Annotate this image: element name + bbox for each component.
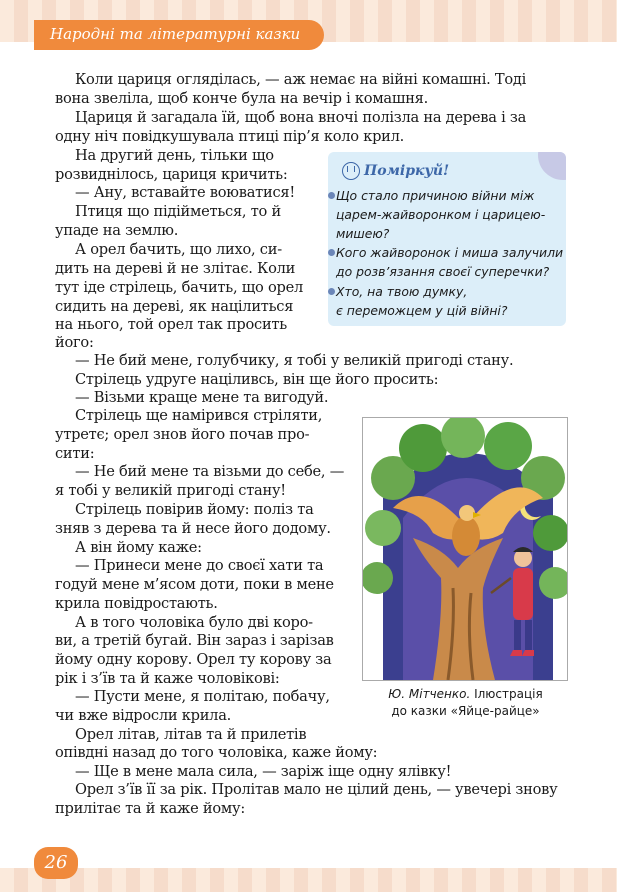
caption-line: до казки «Яйце-райце»	[391, 704, 540, 718]
eagle-tree-illustration	[363, 418, 567, 680]
think-box	[328, 152, 566, 326]
text-line: Коли цариця огляділась, — аж немає на війні комашні. Тоді	[75, 71, 527, 88]
think-box-title: Поміркуй!	[364, 163, 450, 179]
text-line: Стрілець ще намірився стріляти,	[75, 407, 323, 424]
question-line: є переможцем у цій війні?	[336, 303, 508, 318]
text-line: — Не бий мене, голубчику, я тобі у великій пригоді стану.	[75, 352, 514, 369]
text-line: опівдні назад до того чоловіка, каже йому:	[55, 744, 378, 761]
text-line: розвиднілось, цариця кричить:	[55, 166, 288, 183]
text-line: Орел з’їв її за рік. Пролітав мало не цілий день, — увечері знову	[75, 781, 558, 798]
text-line: А в того чоловіка було дві коро-	[75, 614, 313, 631]
text-line: вона звеліла, щоб конче була на вечір і комашня.	[55, 90, 429, 107]
question-line: до розв’язання своєї суперечки?	[336, 264, 550, 279]
text-line: йому одну корову. Орел ту корову за	[55, 651, 332, 668]
illustration-caption	[378, 686, 553, 720]
question-line: царем-жайворонком і царицею-	[336, 207, 546, 222]
text-line: я тобі у великій пригоді стану!	[55, 482, 286, 499]
text-line: сити:	[55, 445, 95, 462]
bullet-icon	[328, 288, 335, 295]
text-line: Орел літав, літав та й прилетів	[75, 726, 307, 743]
text-line: рік і з’їв та й каже чоловікові:	[55, 670, 280, 687]
illustration	[362, 417, 568, 681]
text-line: зняв з дерева та й несе його додому.	[55, 520, 331, 537]
question-line: Кого жайворонок і миша залучили	[336, 245, 564, 260]
corner-decoration	[538, 152, 566, 180]
question-line: Хто, на твою думку,	[336, 284, 468, 299]
text-line: — Принеси мене до своєї хати та	[75, 557, 324, 574]
text-line: на нього, той орел так просить	[55, 316, 287, 333]
text-line: А орел бачить, що лихо, си-	[75, 241, 282, 258]
text-line: одну ніч повідкушувала птиці пір’я коло крил.	[55, 128, 405, 145]
text-line: — Пусти мене, я політаю, побачу,	[75, 688, 330, 705]
text-line: чи вже відросли крила.	[55, 707, 232, 724]
text-line: А він йому каже:	[75, 539, 202, 556]
footer-band	[0, 868, 617, 892]
caption-text: Ілюстрація	[470, 687, 543, 701]
page-number: 26	[44, 852, 68, 873]
page-number-badge	[34, 847, 78, 879]
text-line: годуй мене м’ясом доти, поки в мене	[55, 576, 334, 593]
text-line: — Ще в мене мала сила, — заріж іще одну ялівку!	[75, 763, 452, 780]
think-box-header	[342, 160, 449, 182]
text-line: тут іде стрілець, бачить, що орел	[55, 279, 304, 296]
text-line: упаде на землю.	[55, 222, 179, 239]
text-line: — Ану, вставайте воюватися!	[75, 184, 295, 201]
text-line: — Візьми краще мене та вигодуй.	[75, 389, 329, 406]
question-item	[336, 282, 507, 320]
text-line: — Не бий мене та візьми до себе, —	[75, 463, 345, 480]
section-header-tab	[42, 20, 324, 50]
book-icon	[342, 162, 360, 180]
bullet-icon	[328, 249, 335, 256]
caption-author: Ю. Мітченко.	[388, 687, 471, 701]
text-line: Стрілець повірив йому: поліз та	[75, 501, 314, 518]
text-line: його:	[55, 334, 94, 351]
text-line: прилітає та й каже йому:	[55, 800, 245, 817]
text-line: дить на дереві й не злітає. Коли	[55, 260, 296, 277]
text-line: Стрілець удруге націливсь, він ще його просить:	[75, 371, 439, 388]
text-line: ви, а третій бугай. Він зараз і зарізав	[55, 632, 334, 649]
text-line: На другий день, тільки що	[75, 147, 274, 164]
question-item	[336, 186, 545, 243]
text-line: утретє; орел знов його почав про-	[55, 426, 310, 443]
section-title: Народні та літературні казки	[50, 25, 301, 43]
text-line: крила повідростають.	[55, 595, 218, 612]
question-line: Що стало причиною війни між	[336, 188, 535, 203]
question-item	[336, 243, 563, 281]
text-line: Птиця що підійметься, то й	[75, 203, 281, 220]
bullet-icon	[328, 192, 335, 199]
question-line: мишею?	[336, 226, 390, 241]
text-line: Цариця й загадала їй, щоб вона вночі полізла на дерева і за	[75, 109, 527, 126]
text-line: сидить на дереві, як націлиться	[55, 298, 294, 315]
